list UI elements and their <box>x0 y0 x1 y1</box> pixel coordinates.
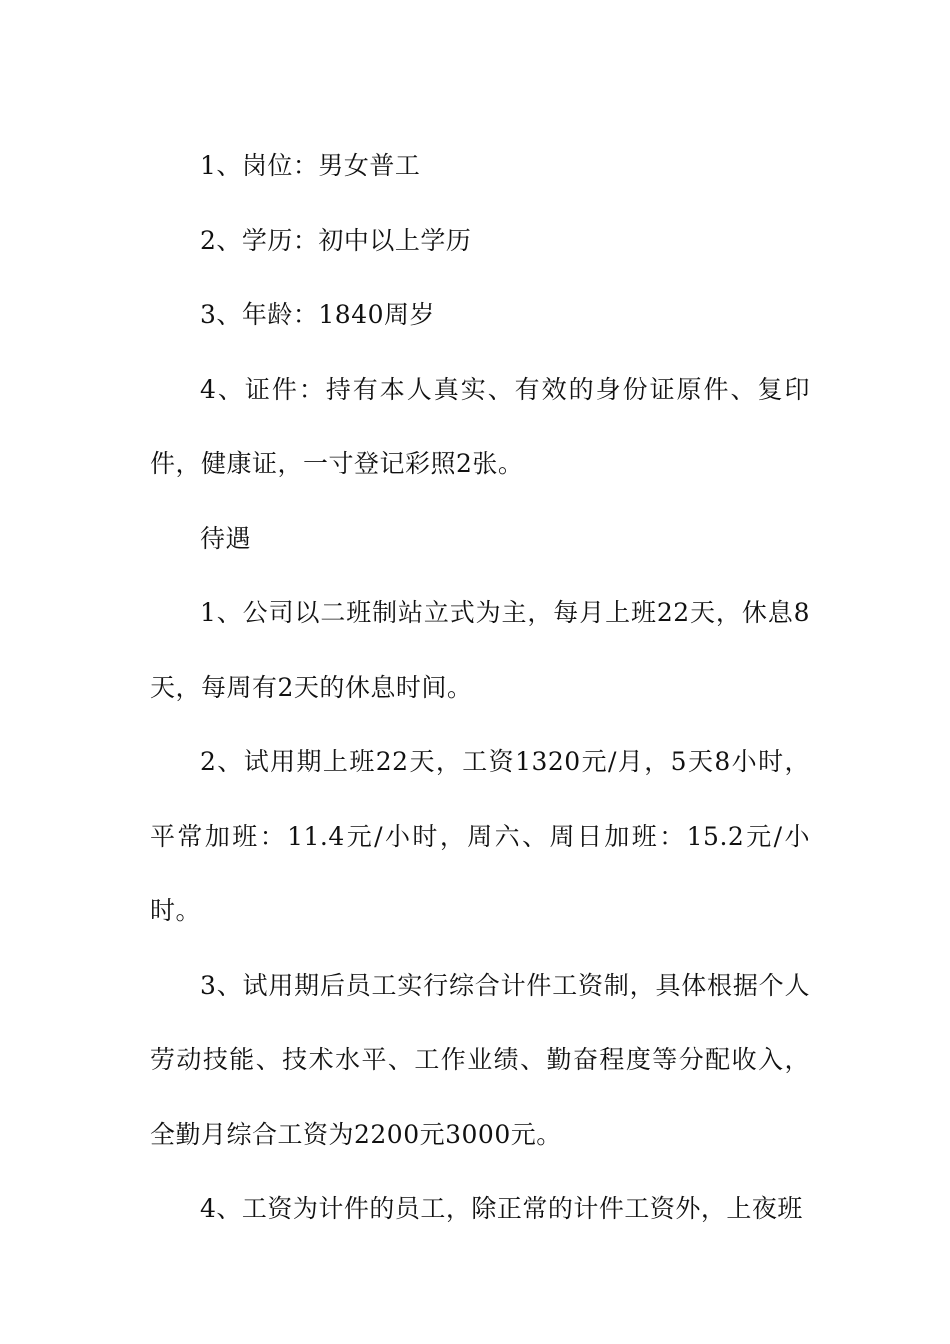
paragraph-night-shift: 4、工资为计件的员工，除正常的计件工资外，上夜班 <box>200 1194 803 1223</box>
paragraph-shift-system: 1、公司以二班制站立式为主，每月上班22天，休息8天，每周有2天的休息时间。 <box>150 598 810 702</box>
document-body <box>150 129 810 1247</box>
paragraph-age: 3、年龄：1840周岁 <box>200 300 436 329</box>
section-heading-benefits: 待遇 <box>200 523 252 553</box>
paragraph-probation-pay: 2、试用期上班22天，工资1320元/月，5天8小时，平常加班：11.4元/小时，周六、周日加班：15.2元/小时。 <box>150 747 810 925</box>
paragraph-education: 2、学历：初中以上学历 <box>200 225 472 255</box>
paragraph-piecework-pay: 3、试用期后员工实行综合计件工资制，具体根据个人劳动技能、技术水平、工作业绩、勤奋程度等分配收入，全勤月综合工资为2200元3000元。 <box>150 970 810 1149</box>
paragraph-position: 1、岗位：男女普工 <box>200 151 421 180</box>
paragraph-documents: 4、证件：持有本人真实、有效的身份证原件、复印件，健康证，一寸登记彩照2张。 <box>150 374 810 478</box>
